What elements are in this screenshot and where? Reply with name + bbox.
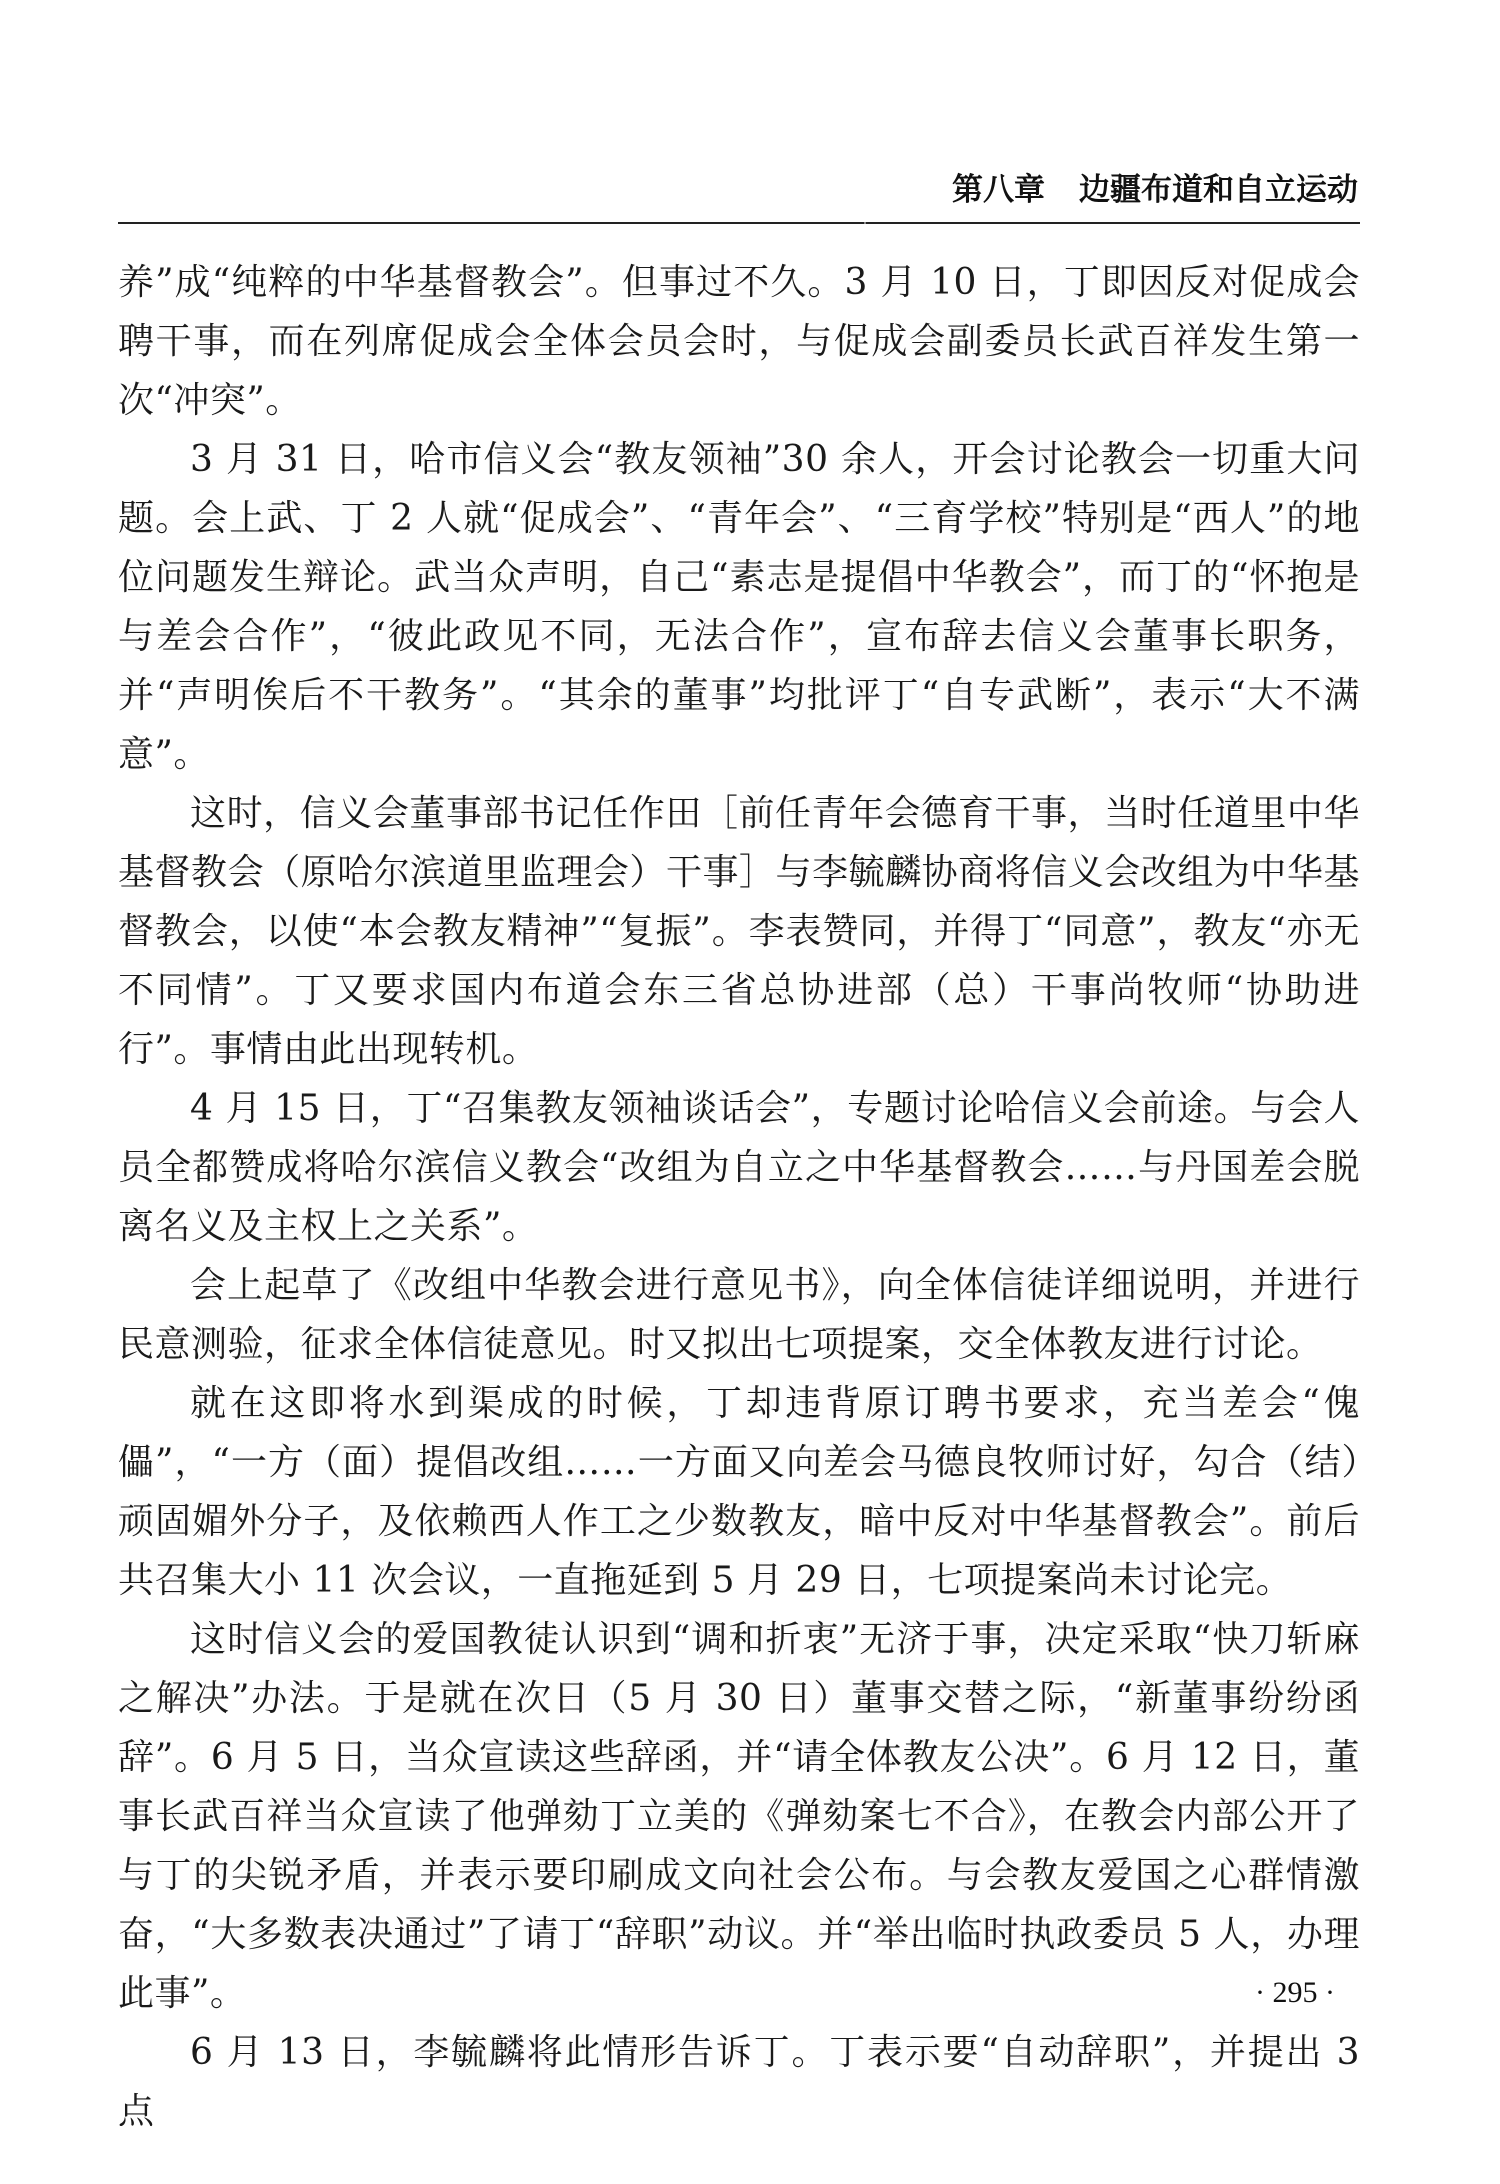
paragraph: 6 月 13 日，李毓麟将此情形告诉丁。丁表示要“自动辞职”，并提出 3 点 [118, 2032, 1360, 2132]
header-rule [118, 222, 1360, 224]
paragraph: 会上起草了《改组中华教会进行意见书》，向全体信徒详细说明，并进行民意测验，征求全体信徒意见。时又拟出七项提案，交全体教友进行讨论。 [118, 1265, 1360, 1365]
paragraph: 养”成“纯粹的中华基督教会”。但事过不久。3 月 10 日，丁即因反对促成会聘干事，而在列席促成会全体会员会时，与促成会副委员长武百祥发生第一次“冲突”。 [118, 262, 1360, 421]
chapter-title: 边疆布道和自立运动 [1079, 172, 1358, 208]
body-text [118, 253, 1360, 2141]
paragraph: 3 月 31 日，哈市信义会“教友领袖”30 余人，开会讨论教会一切重大问题。会上武、丁 2 人就“促成会”、“青年会”、“三育学校”特别是“西人”的地位问题发生辩论。武当众声明，自己“素志是提倡中华教会”，而丁的“怀抱是与差会合作”，“彼此政见不同，无法合作”，宣布辞去信义会董事长职务，并“声明俟后不干教务”。“其余的董事”均批评丁“自专武断”，表示“大不满意”。 [118, 439, 1360, 775]
paragraph: 这时，信义会董事部书记任作田［前任青年会德育干事，当时任道里中华基督教会（原哈尔滨道里监理会）干事］与李毓麟协商将信义会改组为中华基督教会，以使“本会教友精神”“复振”。李表赞同，并得丁“同意”，教友“亦无不同情”。丁又要求国内布道会东三省总协进部（总）干事尚牧师“协助进行”。事情由此出现转机。 [118, 793, 1360, 1070]
scan-speck [864, 222, 866, 224]
page-number: · 295 · [1255, 1976, 1335, 2009]
chapter-number: 第八章 [952, 172, 1045, 208]
paragraph: 这时信义会的爱国教徒认识到“调和折衷”无济于事，决定采取“快刀斩麻之解决”办法。于是就在次日（5 月 30 日）董事交替之际，“新董事纷纷函辞”。6 月 5 日，当众宣读这些辞函，并“请全体教友公决”。6 月 12 日，董事长武百祥当众宣读了他弹劾丁立美的《弹劾案七不合》，在教会内部公开了与丁的尖锐矛盾，并表示要印刷成文向社会公布。与会教友爱国之心群情激奋，“大多数表决通过”了请丁“辞职”动议。并“举出临时执政委员 5 人，办理此事”。 [118, 1619, 1360, 2014]
paragraph: 4 月 15 日，丁“召集教友领袖谈话会”，专题讨论哈信义会前途。与会人员全都赞成将哈尔滨信义教会“改组为自立之中华基督教会……与丹国差会脱离名义及主权上之关系”。 [118, 1088, 1360, 1247]
paragraph: 就在这即将水到渠成的时候，丁却违背原订聘书要求，充当差会“傀儡”，“一方（面）提倡改组……一方面又向差会马德良牧师讨好，勾合（结）顽固媚外分子，及依赖西人作工之少数教友，暗中反对中华基督教会”。前后共召集大小 11 次会议，一直拖延到 5 月 29 日，七项提案尚未讨论完。 [118, 1383, 1360, 1601]
running-header [118, 170, 1358, 210]
